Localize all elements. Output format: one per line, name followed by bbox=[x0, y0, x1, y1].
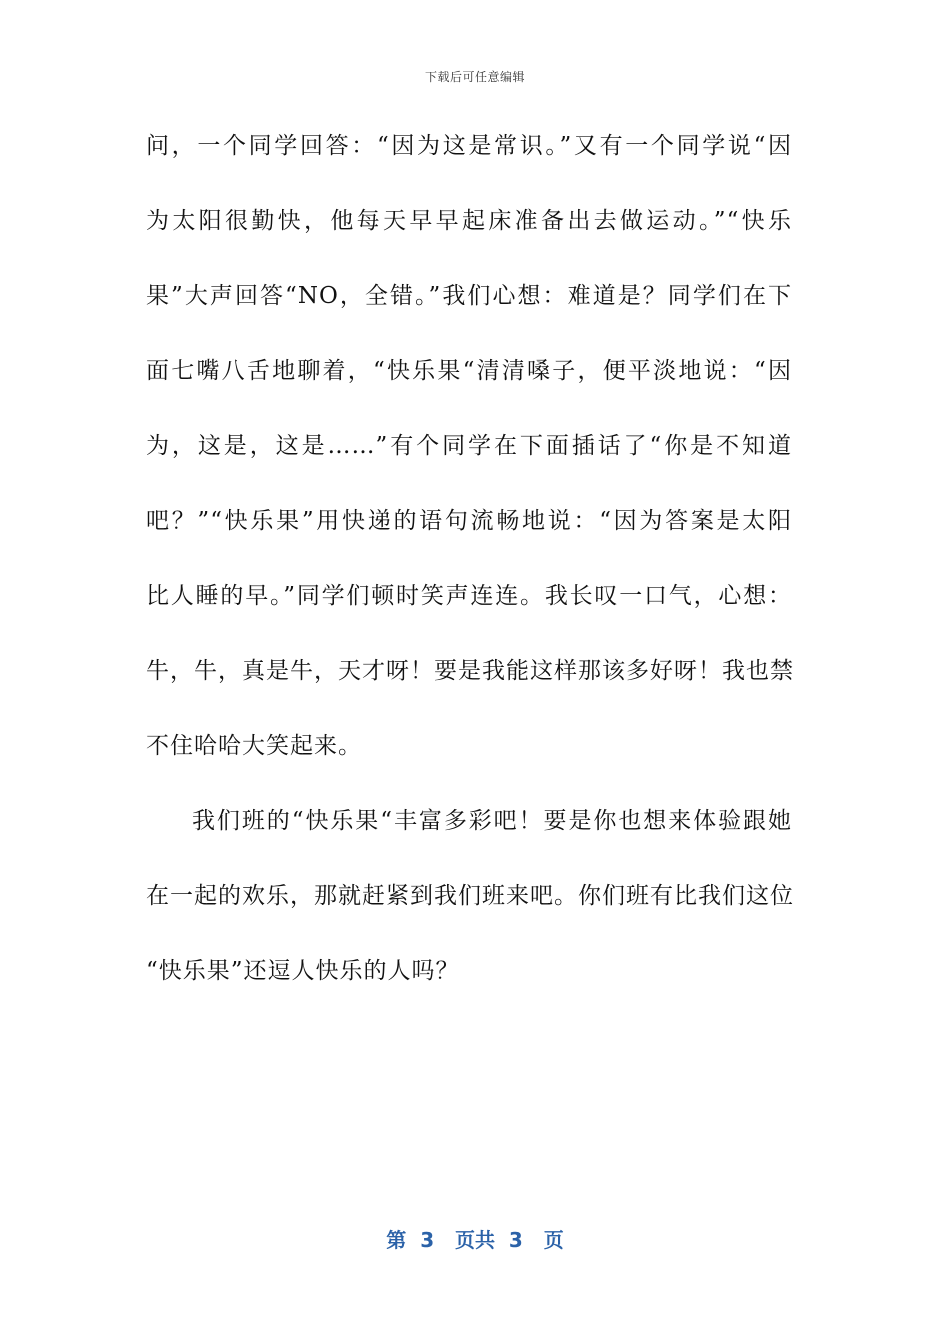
page-header-note: 下载后可任意编辑 bbox=[424, 70, 525, 84]
body-text bbox=[146, 126, 792, 1026]
text-line: 在一起的欢乐，那就赶紧到我们班来吧。你们班有比我们这位 bbox=[146, 883, 794, 909]
page-number-footer: 第 3 页共 3 页 bbox=[386, 1228, 564, 1252]
text-line: 为，这是，这是……”有个同学在下面插话了“你是不知道 bbox=[146, 433, 792, 459]
text-line: 果”大声回答“NO，全错。”我们心想：难道是？同学们在下 bbox=[146, 283, 792, 309]
text-line: 吧？”“快乐果”用快递的语句流畅地说：“因为答案是太阳 bbox=[146, 508, 792, 534]
text-line: 比人睡的早。”同学们顿时笑声连连。我长叹一口气，心想： bbox=[146, 583, 792, 609]
text-line: “快乐果”还逗人快乐的人吗？ bbox=[146, 958, 460, 984]
text-line: 牛，牛，真是牛，天才呀！要是我能这样那该多好呀！我也禁 bbox=[146, 658, 794, 684]
text-line: 我们班的“快乐果“丰富多彩吧！要是你也想来体验跟她 bbox=[192, 808, 792, 834]
text-line: 问，一个同学回答：“因为这是常识。”又有一个同学说“因 bbox=[146, 133, 792, 159]
paragraph-2 bbox=[146, 801, 792, 1026]
text-line: 面七嘴八舌地聊着，“快乐果“清清嗓子，便平淡地说：“因 bbox=[146, 358, 792, 384]
text-line: 不住哈哈大笑起来。 bbox=[146, 733, 362, 759]
text-line: 为太阳很勤快，他每天早早起床准备出去做运动。”“快乐 bbox=[146, 208, 792, 234]
paragraph-1 bbox=[146, 126, 792, 801]
